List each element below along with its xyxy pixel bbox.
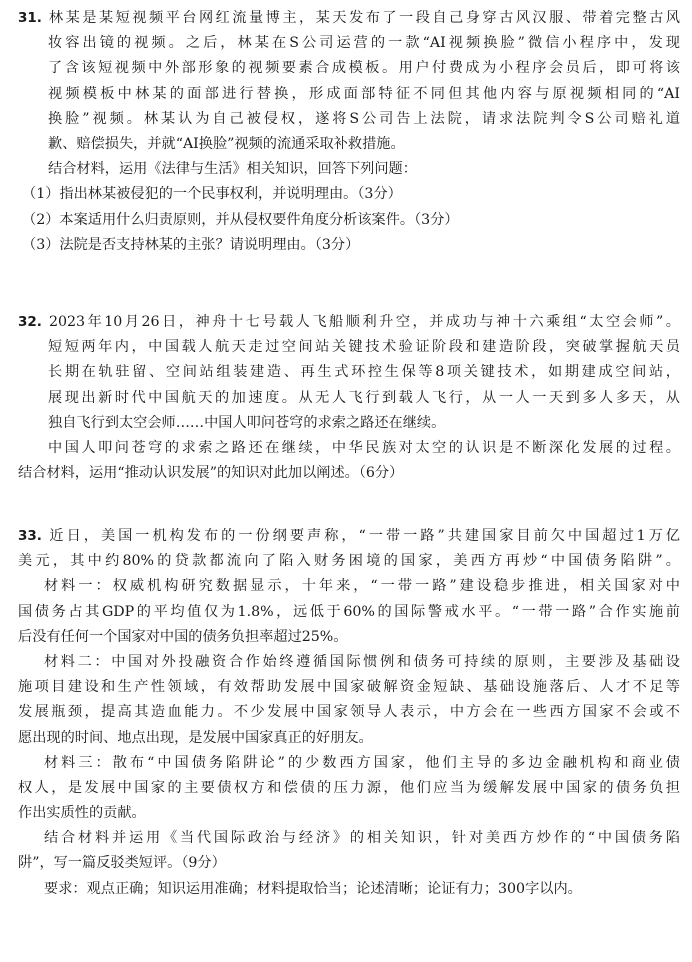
q32-line-3: 长期在轨驻留、空间站组装建造、再生式环控生保等8项关键技术，如期建成空间站， [48,364,680,381]
q32-line-5: 独自飞行到太空会师……中国人叩问苍穹的求索之路还在继续。 [48,414,446,431]
q33-material1-line-1: 材料一：权威机构研究数据显示，十年来，“一带一路”建设稳步推进，相关国家对中 [44,578,680,595]
q31-subquestion-1: （1）指出林某被侵犯的一个民事权利，并说明理由。（3分） [22,186,402,203]
q31-line-2: 妆容出镜的视频。之后，林某在S公司运营的一款“AI视频换脸”微信小程序中，发现 [48,35,680,52]
q33-intro-line-2: 美元，其中约80%的贷款都流向了陷入财务困境的国家，美西方再炒“中国债务陷阱”。 [18,553,680,570]
q33-material3-line-3: 作出实质性的贡献。 [18,805,146,822]
q32-prompt-line-2: 结合材料，运用“推动认识发展”的知识对此加以阐述。（6分） [18,465,404,482]
q33-intro-line-1: 33. 近日，美国一机构发布的一份纲要声称，“一带一路”共建国家目前欠中国超过1万亿 [18,528,680,544]
q32-line-1: 32. 2023年10月26日，神舟十七号载人飞船顺利升空，并成功与神十六乘组“太空会师”。 [18,314,680,330]
q33-material2-line-3: 发展瓶颈，提高其造血能力。不少发展中国家领导人表示，中方会在一些西方国家不会或不 [18,704,680,721]
q32-line-2: 短短两年内，中国载人航天走过空间站关键技术验证阶段和建造阶段，突破掌握航天员 [48,339,680,356]
q33-material2-line-1: 材料二：中国对外投融资合作始终遵循国际惯例和债务可持续的原则，主要涉及基础设 [44,653,680,670]
q33-material2-line-4: 愿出现的时间、地点出现，是发展中国家真正的好朋友。 [18,729,373,746]
q33-task-line-2: 阱”，写一篇反驳类短评。（9分） [18,855,226,872]
q33-requirements: 要求：观点正确；知识运用准确；材料提取恰当；论述清晰；论证有力；300字以内。 [44,880,582,897]
q33-material3-line-2: 权人，是发展中国家的主要债权方和偿债的压力源，他们应当为缓解发展中国家的债务负担 [18,779,680,796]
q32-number: 32. [18,314,42,330]
q31-line-4: 视频模板中林某的面部进行替换，形成面部特征不同但其他内容与原视频相同的“AI [48,85,680,102]
q31-line-5: 换脸”视频。林某认为自己被侵权，遂将S公司告上法院，请求法院判令S公司赔礼道 [48,110,680,127]
q31-line-3: 了含该短视频中外部形象的视频要素合成模板。用户付费成为小程序会员后，即可将该 [48,60,680,77]
q31-line-1: 31. 林某是某短视频平台网红流量博主，某天发布了一段自己身穿古风汉服、带着完整古风 [18,10,680,26]
q33-material2-line-2: 施项目建设和生产性领域，有效帮助发展中国家破解资金短缺、基础设施落后、人才不足等 [18,679,680,696]
q32-prompt-line-1: 中国人叩问苍穹的求索之路还在继续，中华民族对太空的认识是不断深化发展的过程。 [48,439,680,456]
q31-subquestion-2: （2）本案适用什么归责原则，并从侵权要件角度分析该案件。（3分） [22,211,459,228]
q31-line-6: 歉、赔偿损失，并就“AI换脸”视频的流通采取补救措施。 [48,135,405,152]
q32-line-4: 展现出新时代中国航天的加速度。从无人飞行到载人飞行，从一人一天到多人多天，从 [48,389,680,406]
question-33 [18,524,680,902]
q33-number: 33. [18,528,42,544]
q31-prompt: 结合材料，运用《法律与生活》相关知识，回答下列问题： [48,161,417,178]
q33-material3-line-1: 材料三：散布“中国债务陷阱论”的少数西方国家，他们主导的多边金融机构和商业债 [44,754,680,771]
q31-subquestion-3: （3）法院是否支持林某的主张？请说明理由。（3分） [22,236,360,253]
q33-material1-line-3: 后没有任何一个国家对中国的债务负担率超过25%。 [18,628,348,645]
question-32 [18,310,680,486]
q31-number: 31. [18,10,42,26]
q33-material1-line-2: 国债务占其GDP的平均值仅为1.8%，远低于60%的国际警戒水平。“一带一路”合作实施前 [18,603,680,620]
q33-task-line-1: 结合材料并运用《当代国际政治与经济》的相关知识，针对美西方炒作的“中国债务陷 [44,830,680,847]
question-31 [18,6,680,258]
